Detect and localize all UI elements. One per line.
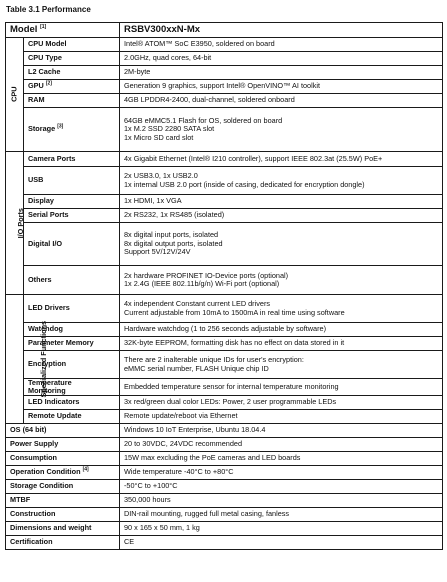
- spec-label: Parameter Memory: [28, 338, 94, 348]
- spec-row-temperature-monitoring: [6, 379, 443, 396]
- spec-label: CPU Model: [28, 39, 67, 49]
- spec-label: Serial Ports: [28, 210, 69, 220]
- spec-value-line: 4GB LPDDR4-2400, dual-channel, soldered onboard: [124, 95, 295, 105]
- spec-label-cell: [24, 52, 120, 66]
- spec-value-line: 8x digital input ports, isolated: [124, 230, 219, 240]
- model-value-cell: [120, 23, 443, 38]
- table-header-row: [6, 23, 443, 38]
- spec-value-line: -50°C to +100°C: [124, 481, 178, 491]
- spec-value-line: Remote update/reboot via Ethernet: [124, 411, 238, 421]
- spec-value-line: 3x red/green dual color LEDs: Power, 2 user programmable LEDs: [124, 397, 337, 407]
- spec-value-cell: [120, 535, 443, 549]
- spec-label-cell: [24, 337, 120, 351]
- spec-value-cell: [120, 465, 443, 479]
- spec-label: Certification: [10, 537, 53, 547]
- spec-label: USB: [28, 175, 44, 185]
- spec-value-line: 90 x 165 x 50 mm, 1 kg: [124, 523, 200, 533]
- spec-value-cell: [120, 52, 443, 66]
- spec-label-cell: [24, 323, 120, 337]
- spec-value-line: 2.0GHz, quad cores, 64-bit: [124, 53, 212, 63]
- spec-label: Power Supply: [10, 439, 59, 449]
- spec-label-cell: [6, 507, 120, 521]
- spec-value-cell: [120, 437, 443, 451]
- spec-label: Operation Condition: [10, 467, 81, 477]
- spec-row-cpu-type: [6, 52, 443, 66]
- spec-label: OS (64 bit): [10, 425, 47, 435]
- spec-label: Encryption: [28, 359, 67, 369]
- spec-value-line: 15W max excluding the PoE cameras and LED boards: [124, 453, 301, 463]
- spec-label: LED Drivers: [28, 303, 70, 313]
- spec-label: Storage: [28, 124, 56, 134]
- spec-value-cell: [120, 451, 443, 465]
- category-cell-cpu: [6, 38, 24, 152]
- spec-value-line: Wide temperature -40°C to +80°C: [124, 467, 234, 477]
- spec-label-cell: [24, 94, 120, 108]
- spec-value-cell: [120, 507, 443, 521]
- spec-label: Dimensions and weight: [10, 523, 92, 533]
- spec-label-cell: [24, 295, 120, 323]
- spec-label-cell: [6, 465, 120, 479]
- spec-row-watchdog: [6, 323, 443, 337]
- spec-value-line: Generation 9 graphics, support Intel® OpenVINO™ AI toolkit: [124, 81, 321, 91]
- spec-row-power-supply: [6, 437, 443, 451]
- category-label: CPU: [9, 86, 19, 103]
- spec-value-line: CE: [124, 537, 135, 547]
- spec-value-cell: [120, 395, 443, 409]
- spec-label-cell: [24, 409, 120, 423]
- spec-row-usb: [6, 167, 443, 195]
- spec-label-cell: [24, 209, 120, 223]
- spec-value-line: 2M-byte: [124, 67, 151, 77]
- spec-label: Construction: [10, 509, 56, 519]
- spec-value-cell: [120, 521, 443, 535]
- spec-value-cell: [120, 209, 443, 223]
- spec-label-cell: [6, 493, 120, 507]
- spec-label-cell: [24, 395, 120, 409]
- spec-value-line: 4x independent Constant current LED drivers: [124, 299, 271, 309]
- spec-label: Digital I/O: [28, 238, 63, 248]
- spec-value-line: 2x RS232, 1x RS485 (isolated): [124, 210, 225, 220]
- spec-value-line: Intel® ATOM™ SoC E3950, soldered on board: [124, 39, 275, 49]
- performance-table: [5, 22, 443, 550]
- spec-footnote: [4]: [82, 466, 89, 473]
- model-value: RSBV300xxN-Mx: [124, 23, 201, 35]
- spec-label: Display: [28, 196, 54, 206]
- performance-table-body: [6, 23, 443, 550]
- spec-label-cell: [6, 479, 120, 493]
- spec-value-line: DIN-rail mounting, rugged full metal casing, fanless: [124, 509, 290, 519]
- category-cell-i-o-ports: [6, 152, 24, 295]
- spec-value-line: 350,000 hours: [124, 495, 171, 505]
- spec-value-cell: [120, 223, 443, 266]
- spec-value-cell: [120, 479, 443, 493]
- spec-value-cell: [120, 295, 443, 323]
- spec-label-cell: [24, 379, 120, 396]
- spec-label: Consumption: [10, 453, 58, 463]
- spec-value-cell: [120, 152, 443, 167]
- spec-value-line: 1x HDMI, 1x VGA: [124, 196, 182, 206]
- spec-label: Remote Update: [28, 411, 82, 421]
- spec-value-cell: [120, 323, 443, 337]
- spec-label-cell: [24, 223, 120, 266]
- spec-label-cell: [24, 66, 120, 80]
- spec-row-ram: [6, 94, 443, 108]
- spec-row-parameter-memory: [6, 337, 443, 351]
- spec-value-cell: [120, 409, 443, 423]
- category-label: Specialized Functions: [39, 320, 49, 398]
- spec-row-display: [6, 195, 443, 209]
- spec-value-line: 1x 2.4G (IEEE 802.11b/g/n) Wi-Fi port (optional): [124, 279, 280, 288]
- spec-row-cpu-model: [6, 38, 443, 52]
- spec-value-line: 64GB eMMC5.1 Flash for OS, soldered on board: [124, 115, 283, 125]
- spec-label-cell: [24, 167, 120, 195]
- spec-row-gpu: [6, 80, 443, 94]
- spec-row-mtbf: [6, 493, 443, 507]
- spec-row-os-64-bit: [6, 423, 443, 437]
- spec-row-l2-cache: [6, 66, 443, 80]
- spec-value-cell: [120, 351, 443, 379]
- spec-label: Others: [28, 274, 52, 284]
- spec-label-cell: [24, 195, 120, 209]
- spec-value-line: 8x digital output ports, isolated: [124, 238, 223, 248]
- spec-label: RAM: [28, 95, 45, 105]
- spec-value-cell: [120, 38, 443, 52]
- spec-value-line: Windows 10 IoT Enterprise, Ubuntu 18.04.4: [124, 425, 266, 435]
- spec-row-storage-condition: [6, 479, 443, 493]
- spec-label-cell: [24, 108, 120, 152]
- spec-value-line: 2x USB3.0, 1x USB2.0: [124, 171, 198, 181]
- spec-value-cell: [120, 423, 443, 437]
- spec-footnote: [3]: [57, 123, 64, 130]
- spec-value-line: eMMC serial number, FLASH Unique chip ID: [124, 363, 269, 373]
- spec-value-line: There are 2 inalterable unique IDs for user's encryption:: [124, 355, 304, 365]
- spec-row-camera-ports: [6, 152, 443, 167]
- spec-footnote: [2]: [45, 80, 52, 87]
- spec-row-dimensions-and-weight: [6, 521, 443, 535]
- spec-value-line: Support 5V/12V/24V: [124, 247, 191, 257]
- spec-value-line: 32K-byte EEPROM, formatting disk has no effect on data stored in it: [124, 338, 345, 348]
- spec-label: MTBF: [10, 495, 31, 505]
- spec-label: LED Indicators: [28, 397, 80, 407]
- spec-label-cell: [6, 437, 120, 451]
- spec-value-line: 4x Gigabit Ethernet (Intel® I210 controller), support IEEE 802.3at (25.5W) PoE+: [124, 153, 383, 163]
- spec-label-cell: [24, 38, 120, 52]
- spec-value-line: 1x M.2 SSD 2280 SATA slot: [124, 124, 215, 134]
- spec-value-cell: [120, 195, 443, 209]
- table-caption: Table 3.1 Performance: [6, 5, 91, 14]
- spec-value-cell: [120, 108, 443, 152]
- spec-value-cell: [120, 80, 443, 94]
- spec-label-cell: [6, 535, 120, 549]
- spec-row-certification: [6, 535, 443, 549]
- spec-label-cell: [24, 80, 120, 94]
- spec-value-cell: [120, 337, 443, 351]
- spec-label-cell: [6, 521, 120, 535]
- spec-label-cell: [6, 423, 120, 437]
- spec-value-line: Embedded temperature sensor for internal temperature monitoring: [124, 381, 339, 391]
- model-label: Model: [10, 23, 38, 35]
- spec-row-digital-i-o: [6, 223, 443, 266]
- spec-value-cell: [120, 94, 443, 108]
- spec-row-others: [6, 266, 443, 295]
- spec-label: Watchdog: [28, 324, 63, 334]
- spec-value-line: 2x hardware PROFINET IO-Device ports (optional): [124, 270, 289, 280]
- spec-row-operation-condition: [6, 465, 443, 479]
- spec-row-encryption: [6, 351, 443, 379]
- spec-value-cell: [120, 493, 443, 507]
- spec-label-cell: [6, 451, 120, 465]
- spec-row-led-drivers: [6, 295, 443, 323]
- spec-label: GPU: [28, 81, 44, 91]
- spec-row-consumption: [6, 451, 443, 465]
- category-label: I/O Ports: [16, 207, 26, 239]
- spec-row-remote-update: [6, 409, 443, 423]
- spec-value-line: 1x internal USB 2.0 port (inside of casing, dedicated for encryption dongle): [124, 179, 365, 189]
- spec-value-cell: [120, 167, 443, 195]
- spec-label: Storage Condition: [10, 481, 74, 491]
- spec-value-line: 1x Micro SD card slot: [124, 132, 194, 142]
- spec-label: CPU Type: [28, 53, 62, 63]
- spec-row-led-indicators: [6, 395, 443, 409]
- spec-value-cell: [120, 379, 443, 396]
- spec-label: L2 Cache: [28, 67, 61, 77]
- spec-label: Temperature Monitoring: [28, 378, 72, 395]
- model-footnote: [1]: [40, 23, 47, 30]
- spec-row-storage: [6, 108, 443, 152]
- spec-label-cell: [24, 152, 120, 167]
- spec-label-cell: [24, 266, 120, 295]
- spec-value-line: Current adjustable from 10mA to 1500mA in real time using software: [124, 307, 345, 317]
- spec-value-line: Hardware watchdog (1 to 256 seconds adjustable by software): [124, 324, 326, 334]
- spec-value-line: 20 to 30VDC, 24VDC recommended: [124, 439, 243, 449]
- model-header-cell: [6, 23, 120, 38]
- spec-value-cell: [120, 66, 443, 80]
- spec-label-cell: [24, 351, 120, 379]
- spec-label: Camera Ports: [28, 153, 76, 163]
- spec-value-cell: [120, 266, 443, 295]
- spec-row-serial-ports: [6, 209, 443, 223]
- spec-row-construction: [6, 507, 443, 521]
